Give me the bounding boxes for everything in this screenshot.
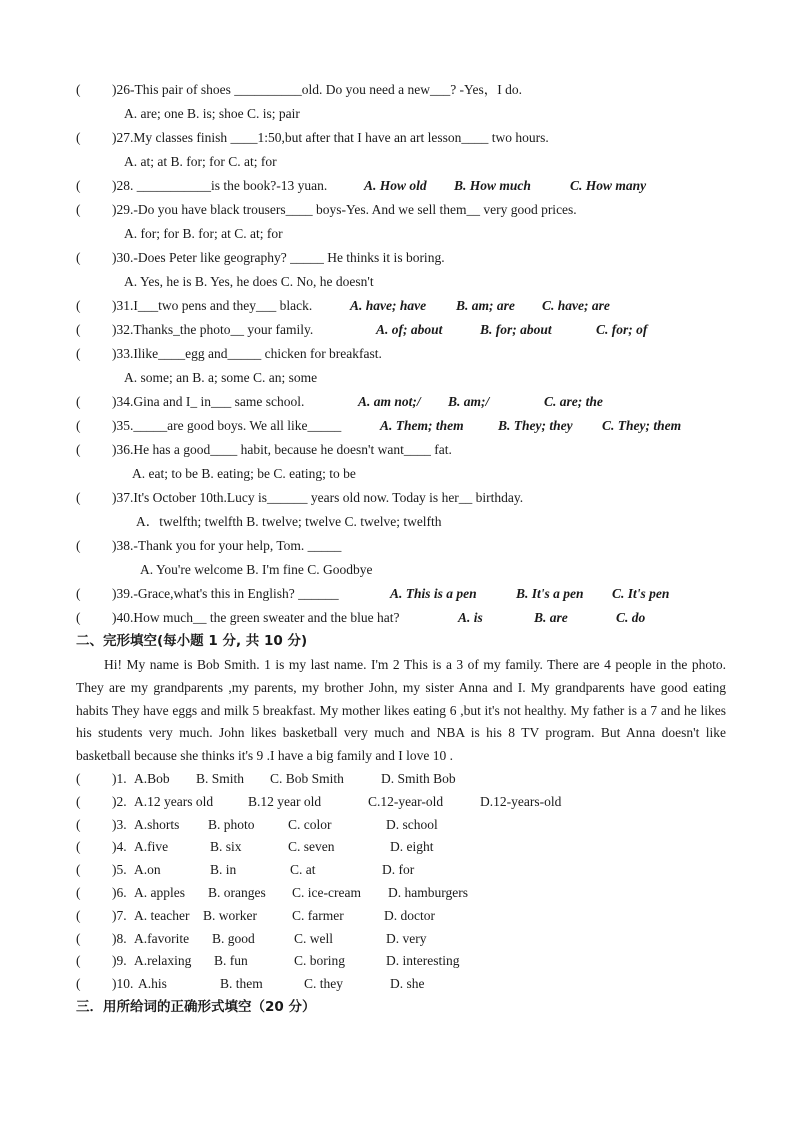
answer-blank[interactable]: ( <box>76 130 81 145</box>
cloze-option: B. Smith <box>196 770 245 786</box>
cloze-question-row <box>76 768 726 791</box>
cloze-option: A. apples <box>134 884 185 900</box>
cloze-number: )5. <box>112 862 127 878</box>
cloze-number: )1. <box>112 770 127 786</box>
question-row <box>76 486 726 510</box>
choices-row <box>76 150 726 174</box>
answer-blank[interactable]: ( <box>76 322 81 337</box>
cloze-option: B. in <box>210 862 237 878</box>
answer-blank[interactable]: ( <box>76 178 81 193</box>
answer-option: C. have; are <box>542 298 610 313</box>
question-stem: )35._____are good boys. We all like_____ <box>112 418 342 433</box>
cloze-question-row <box>76 836 726 859</box>
answer-blank[interactable]: ( <box>76 82 81 97</box>
exam-page <box>76 78 726 1019</box>
cloze-option: C. farmer <box>292 907 344 923</box>
answer-option: B. They; they <box>498 418 573 433</box>
cloze-option: A.12 years old <box>134 793 214 809</box>
answer-option: C. It's pen <box>612 586 670 601</box>
cloze-question-row <box>76 814 726 837</box>
cloze-option: B. worker <box>203 907 257 923</box>
question-stem: )40.How much__ the green sweater and the blue hat? <box>112 610 400 625</box>
cloze-option: A.favorite <box>134 930 190 946</box>
cloze-number: )6. <box>112 884 127 900</box>
cloze-option: D. hamburgers <box>388 884 468 900</box>
answer-option: C. do <box>616 610 646 625</box>
cloze-number: )4. <box>112 839 127 855</box>
answer-option: A. am not;/ <box>358 394 421 409</box>
answer-blank[interactable]: ( <box>76 930 81 946</box>
cloze-option: A. teacher <box>134 907 190 923</box>
cloze-option: D. Smith Bob <box>381 770 456 786</box>
question-row <box>76 126 726 150</box>
choices-row <box>76 366 726 390</box>
answer-blank[interactable]: ( <box>76 586 81 601</box>
cloze-passage-text: Hi! My name is Bob Smith. 1 is my last name. I'm 2 This is a 3 of my family. There are 4 people in the photo. They are my grandparents ,my parents, my brother John, my sister Anna and I. My grandparents have good eating habits They have eggs and milk 5 breakfast. My mother likes eating 6 ,but it's not healthy. My father is a 7 and he likes his students very much. John likes basketball very much and NBA is his 8 TV program. But Anna doesn't like basketball because she thinks it's 9 .I have a big family and I love 10 . <box>76 657 726 764</box>
question-stem: )30.-Does Peter like geography? _____ He thinks it is boring. <box>112 250 445 265</box>
question-row <box>76 414 726 438</box>
answer-blank[interactable]: ( <box>76 202 81 217</box>
cloze-option: D. interesting <box>386 953 460 969</box>
cloze-option: C. well <box>294 930 333 946</box>
question-row <box>76 582 726 606</box>
answer-blank[interactable]: ( <box>76 816 81 832</box>
cloze-option: D. eight <box>390 839 434 855</box>
section-3-heading: 三．用所给词的正确形式填空（20 分） <box>76 998 316 1015</box>
cloze-option: C. boring <box>294 953 346 969</box>
cloze-option: B. oranges <box>208 884 266 900</box>
question-row <box>76 78 726 102</box>
cloze-question-row <box>76 905 726 928</box>
answer-blank[interactable]: ( <box>76 418 81 433</box>
answer-option: C. They; them <box>602 418 682 433</box>
answer-option: A. have; have <box>350 298 427 313</box>
cloze-option: A.Bob <box>134 770 170 786</box>
cloze-number: )3. <box>112 816 127 832</box>
question-stem: )26-This pair of shoes __________old. Do you need a new___? -Yes，I do. <box>112 82 522 97</box>
choices-row <box>76 462 726 486</box>
multiple-choice-section <box>76 78 726 630</box>
answer-blank[interactable]: ( <box>76 862 81 878</box>
question-row <box>76 606 726 630</box>
cloze-number: )9. <box>112 953 127 969</box>
cloze-option: C.12-year-old <box>368 793 444 809</box>
cloze-option: C. they <box>304 976 343 992</box>
cloze-option: B. fun <box>214 953 248 969</box>
cloze-option: D. school <box>386 816 438 832</box>
answer-blank[interactable]: ( <box>76 610 81 625</box>
cloze-option: B. photo <box>208 816 255 832</box>
answer-blank[interactable]: ( <box>76 394 81 409</box>
answer-blank[interactable]: ( <box>76 346 81 361</box>
answer-choices: A. You're welcome B. I'm fine C. Goodbye <box>140 562 373 577</box>
question-stem: )39.-Grace,what's this in English? ______ <box>112 586 339 601</box>
cloze-option: A.shorts <box>134 816 180 832</box>
cloze-option: D.12-years-old <box>480 793 562 809</box>
question-row <box>76 174 726 198</box>
answer-blank[interactable]: ( <box>76 884 81 900</box>
cloze-number: )10. <box>112 976 134 992</box>
answer-blank[interactable]: ( <box>76 839 81 855</box>
cloze-question-row <box>76 791 726 814</box>
question-stem: )27.My classes finish ____1:50,but after that I have an art lesson____ two hours. <box>112 130 549 145</box>
answer-blank[interactable]: ( <box>76 907 81 923</box>
question-row <box>76 198 726 222</box>
cloze-question-row <box>76 882 726 905</box>
question-row <box>76 390 726 414</box>
answer-option: A. of; about <box>376 322 443 337</box>
question-stem: )31.I___two pens and they___ black. <box>112 298 313 313</box>
answer-choices: A. are; one B. is; shoe C. is; pair <box>124 106 300 121</box>
cloze-option: D. she <box>390 976 425 992</box>
question-row <box>76 246 726 270</box>
cloze-option: B. six <box>210 839 242 855</box>
cloze-option: D. for <box>382 862 415 878</box>
answer-option: C. for; of <box>596 322 648 337</box>
answer-option: B. am; are <box>456 298 515 313</box>
cloze-question-row <box>76 859 726 882</box>
answer-option: A. is <box>458 610 483 625</box>
question-row <box>76 438 726 462</box>
question-row <box>76 318 726 342</box>
question-stem: )34.Gina and I_ in___ same school. <box>112 394 305 409</box>
answer-option: A. How old <box>364 178 427 193</box>
choices-row <box>76 270 726 294</box>
cloze-number: )8. <box>112 930 127 946</box>
cloze-option: A.his <box>138 976 167 992</box>
answer-option: B. How much <box>454 178 531 193</box>
choices-row <box>76 558 726 582</box>
cloze-question-row <box>76 928 726 951</box>
answer-choices: A. eat; to be B. eating; be C. eating; to be <box>132 466 356 481</box>
answer-choices: A. some; an B. a; some C. an; some <box>124 370 318 385</box>
question-stem: )36.He has a good____ habit, because he doesn't want____ fat. <box>112 442 452 457</box>
answer-option: B. am;/ <box>448 394 490 409</box>
cloze-option: C. at <box>290 862 316 878</box>
cloze-option: A.on <box>134 862 161 878</box>
question-row <box>76 294 726 318</box>
cloze-option: A.five <box>134 839 169 855</box>
answer-blank[interactable]: ( <box>76 953 81 969</box>
answer-blank[interactable]: ( <box>76 538 81 553</box>
cloze-question-row <box>76 973 726 996</box>
question-stem: )32.Thanks_the photo__ your family. <box>112 322 314 337</box>
question-stem: )28. ___________is the book?-13 yuan. <box>112 178 328 193</box>
cloze-option: C. seven <box>288 839 335 855</box>
cloze-option: D. very <box>386 930 427 946</box>
cloze-number: )2. <box>112 793 127 809</box>
cloze-option: A.relaxing <box>134 953 192 969</box>
answer-blank[interactable]: ( <box>76 793 81 809</box>
cloze-option: C. ice-cream <box>292 884 361 900</box>
answer-blank[interactable]: ( <box>76 976 81 992</box>
answer-choices: A．twelfth; twelfth B. twelve; twelve C. twelve; twelfth <box>136 514 442 529</box>
choices-row <box>76 510 726 534</box>
question-stem: )38.-Thank you for your help, Tom. _____ <box>112 538 342 553</box>
cloze-questions <box>76 768 726 996</box>
answer-choices: A. Yes, he is B. Yes, he does C. No, he doesn't <box>124 274 374 289</box>
question-stem: )37.It's October 10th.Lucy is______ years old now. Today is her__ birthday. <box>112 490 524 505</box>
answer-choices: A. for; for B. for; at C. at; for <box>124 226 283 241</box>
section-2-heading: 二、完形填空(每小题 1 分, 共 10 分) <box>76 633 308 649</box>
cloze-option: B.12 year old <box>248 793 322 809</box>
answer-blank[interactable]: ( <box>76 298 81 313</box>
answer-option: C. How many <box>570 178 647 193</box>
cloze-passage <box>76 654 726 768</box>
answer-blank[interactable]: ( <box>76 250 81 265</box>
answer-blank[interactable]: ( <box>76 442 81 457</box>
answer-option: B. for; about <box>480 322 552 337</box>
answer-blank[interactable]: ( <box>76 490 81 505</box>
answer-choices: A. at; at B. for; for C. at; for <box>124 154 277 169</box>
choices-row <box>76 102 726 126</box>
cloze-number: )7. <box>112 907 127 923</box>
cloze-option: C. Bob Smith <box>270 770 344 786</box>
cloze-option: D. doctor <box>384 907 435 923</box>
question-stem: )29.-Do you have black trousers____ boys-Yes. And we sell them__ very good prices. <box>112 202 577 217</box>
answer-option: C. are; the <box>544 394 603 409</box>
cloze-option: C. color <box>288 816 332 832</box>
cloze-question-row <box>76 950 726 973</box>
question-row <box>76 534 726 558</box>
answer-blank[interactable]: ( <box>76 770 81 786</box>
question-stem: )33.Ilike____egg and_____ chicken for breakfast. <box>112 346 382 361</box>
answer-option: B. It's a pen <box>516 586 584 601</box>
choices-row <box>76 222 726 246</box>
cloze-option: B. good <box>212 930 255 946</box>
answer-option: A. Them; them <box>380 418 464 433</box>
cloze-option: B. them <box>220 976 263 992</box>
answer-option: A. This is a pen <box>390 586 477 601</box>
answer-option: B. are <box>534 610 568 625</box>
question-row <box>76 342 726 366</box>
